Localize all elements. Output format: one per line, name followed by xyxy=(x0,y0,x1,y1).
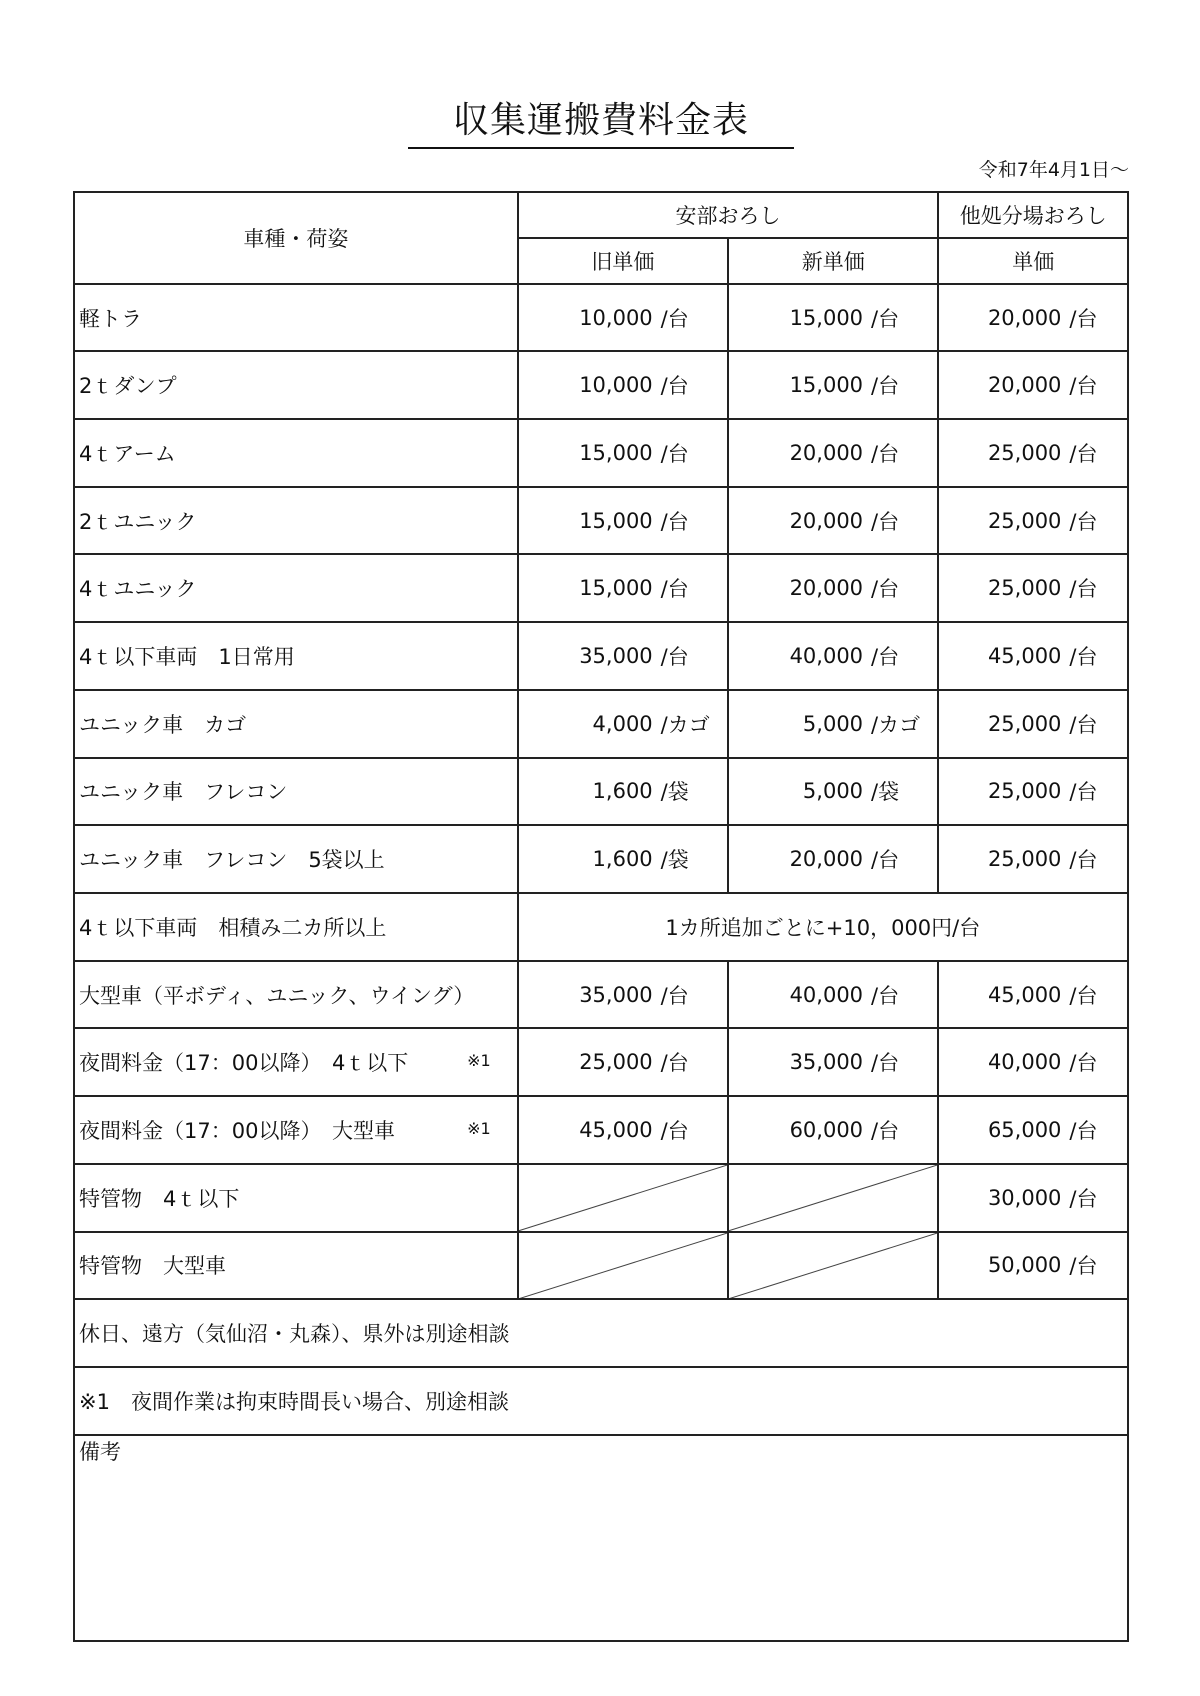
new-price-box xyxy=(733,352,933,418)
old-price-box xyxy=(523,555,723,621)
other-price xyxy=(938,1232,1128,1300)
other-price-box xyxy=(943,759,1123,825)
table-row xyxy=(74,622,1128,690)
other-price-amount: 25,000 xyxy=(987,847,1062,872)
vehicle-name: 特管物 4ｔ以下 xyxy=(79,1186,240,1211)
other-price-amount: 25,000 xyxy=(987,440,1062,465)
vehicle-name: 4ｔアーム xyxy=(79,441,176,466)
new-price xyxy=(728,351,938,419)
old-price-unit: /袋 xyxy=(660,780,689,805)
old-price xyxy=(518,487,728,555)
old-price-box xyxy=(523,826,723,892)
new-price-amount: 20,000 xyxy=(789,508,864,533)
other-price xyxy=(938,758,1128,826)
new-price-amount: 20,000 xyxy=(789,440,864,465)
new-price-unit: /台 xyxy=(871,645,900,670)
other-price-amount: 45,000 xyxy=(987,982,1062,1007)
other-price-unit: /台 xyxy=(1069,983,1098,1008)
header-abe: 安部おろし xyxy=(518,192,939,238)
new-price-unit: /台 xyxy=(871,306,900,331)
new-price xyxy=(728,758,938,826)
vehicle-name-cell xyxy=(74,554,518,622)
vehicle-name-cell xyxy=(74,690,518,758)
other-price-unit: /台 xyxy=(1069,1051,1098,1076)
other-price-box xyxy=(943,420,1123,486)
old-price-box xyxy=(523,623,723,689)
new-price xyxy=(728,1096,938,1164)
other-price-box xyxy=(943,623,1123,689)
new-price xyxy=(728,419,938,487)
header-new-price: 新単価 xyxy=(728,238,938,284)
old-price-amount: 10,000 xyxy=(579,373,653,398)
new-price-amount: 35,000 xyxy=(789,1050,864,1075)
other-price-box xyxy=(943,691,1123,757)
old-price xyxy=(518,690,728,758)
old-price-unit: /台 xyxy=(660,1051,689,1076)
other-price-box xyxy=(943,826,1123,892)
vehicle-name-cell xyxy=(74,284,518,352)
new-price-amount: 60,000 xyxy=(789,1117,864,1142)
other-price-amount: 25,000 xyxy=(987,711,1062,736)
other-price-amount: 25,000 xyxy=(987,508,1062,533)
note-text: 休日、遠方（気仙沼・丸森）、県外は別途相談 xyxy=(74,1299,1128,1367)
old-price-amount: 10,000 xyxy=(579,305,653,330)
old-price xyxy=(518,554,728,622)
new-price-empty xyxy=(728,1232,938,1300)
old-price-unit: /台 xyxy=(660,306,689,331)
vehicle-name: ユニック車 フレコン xyxy=(79,780,288,805)
old-price xyxy=(518,961,728,1029)
vehicle-name: 4ｔ以下車両 相積み二カ所以上 xyxy=(79,915,387,940)
vehicle-name-cell xyxy=(74,419,518,487)
effective-date: 令和7年4月1日～ xyxy=(978,159,1129,181)
new-price xyxy=(728,1028,938,1096)
new-price-unit: /台 xyxy=(871,1051,900,1076)
new-price-unit: /台 xyxy=(871,441,900,466)
diagonal-line xyxy=(729,1233,937,1299)
table-row xyxy=(74,1232,1128,1300)
vehicle-name-cell xyxy=(74,758,518,826)
old-price-amount: 25,000 xyxy=(579,1050,653,1075)
old-price-box xyxy=(523,759,723,825)
vehicle-name-cell xyxy=(74,622,518,690)
old-price-box xyxy=(523,691,723,757)
other-price xyxy=(938,825,1128,893)
new-price-box xyxy=(733,691,933,757)
table-row xyxy=(74,487,1128,555)
old-price-amount: 15,000 xyxy=(579,440,653,465)
table-row xyxy=(74,690,1128,758)
other-price xyxy=(938,284,1128,352)
other-price-amount: 65,000 xyxy=(987,1117,1062,1142)
old-price-unit: /台 xyxy=(660,577,689,602)
table-row xyxy=(74,419,1128,487)
other-price xyxy=(938,554,1128,622)
old-price-unit: /台 xyxy=(660,509,689,534)
old-price xyxy=(518,284,728,352)
new-price-box xyxy=(733,555,933,621)
other-price-unit: /台 xyxy=(1069,577,1098,602)
old-price-box xyxy=(523,352,723,418)
diagonal-line xyxy=(519,1233,727,1299)
vehicle-name-cell xyxy=(74,1096,518,1164)
header-other: 他処分場おろし xyxy=(938,192,1128,238)
other-price xyxy=(938,961,1128,1029)
table-row xyxy=(74,893,1128,961)
old-price-box xyxy=(523,1029,723,1095)
vehicle-name-cell xyxy=(74,487,518,555)
other-price-box xyxy=(943,555,1123,621)
note-mark: ※1 xyxy=(467,1051,491,1071)
other-price-unit: /台 xyxy=(1069,1118,1098,1143)
other-price-unit: /台 xyxy=(1069,306,1098,331)
new-price xyxy=(728,284,938,352)
new-price-unit: /カゴ xyxy=(871,712,921,737)
other-price-amount: 25,000 xyxy=(987,576,1062,601)
table-row xyxy=(74,1096,1128,1164)
old-price-box xyxy=(523,420,723,486)
new-price-amount: 20,000 xyxy=(789,576,864,601)
vehicle-name: 夜間料金（17：00以降） 大型車 xyxy=(79,1118,395,1143)
remarks-label: 備考 xyxy=(74,1435,1128,1641)
old-price-unit: /カゴ xyxy=(660,712,710,737)
fee-table xyxy=(73,191,1129,1642)
new-price-amount: 15,000 xyxy=(789,305,864,330)
new-price-empty xyxy=(728,1164,938,1232)
other-price xyxy=(938,1028,1128,1096)
old-price-empty xyxy=(518,1164,728,1232)
other-price-amount: 25,000 xyxy=(987,779,1062,804)
old-price-unit: /台 xyxy=(660,374,689,399)
old-price-amount: 15,000 xyxy=(579,508,653,533)
vehicle-name: 2ｔダンプ xyxy=(79,374,177,399)
other-price-unit: /台 xyxy=(1069,509,1098,534)
new-price-box xyxy=(733,759,933,825)
new-price-unit: /台 xyxy=(871,848,900,873)
old-price-amount: 1,600 xyxy=(592,779,653,804)
new-price-box xyxy=(733,962,933,1028)
new-price xyxy=(728,690,938,758)
other-price-box xyxy=(943,962,1123,1028)
new-price-box xyxy=(733,1029,933,1095)
new-price xyxy=(728,554,938,622)
new-price-box xyxy=(733,488,933,554)
fee-table-body xyxy=(74,192,1128,1641)
old-price-unit: /台 xyxy=(660,441,689,466)
new-price-box xyxy=(733,1097,933,1163)
old-price-amount: 15,000 xyxy=(579,576,653,601)
note-row xyxy=(74,1367,1128,1435)
vehicle-name: ユニック車 フレコン 5袋以上 xyxy=(79,848,385,873)
old-price-box xyxy=(523,1097,723,1163)
other-price-box xyxy=(943,488,1123,554)
old-price xyxy=(518,825,728,893)
header-vehicle: 車種・荷姿 xyxy=(74,192,518,284)
diagonal-line xyxy=(729,1165,937,1231)
other-price-box xyxy=(943,285,1123,351)
new-price-box xyxy=(733,285,933,351)
other-price-box xyxy=(943,1233,1123,1299)
old-price-unit: /台 xyxy=(660,645,689,670)
table-row xyxy=(74,1164,1128,1232)
other-price-amount: 40,000 xyxy=(987,1050,1062,1075)
vehicle-name: 特管物 大型車 xyxy=(79,1254,226,1279)
merged-price-note: 1カ所追加ごとに+10，000円/台 xyxy=(518,893,1128,961)
other-price-amount: 20,000 xyxy=(987,305,1062,330)
other-price-unit: /台 xyxy=(1069,780,1098,805)
table-row xyxy=(74,758,1128,826)
other-price-unit: /台 xyxy=(1069,848,1098,873)
old-price-amount: 1,600 xyxy=(592,847,653,872)
new-price-amount: 5,000 xyxy=(802,711,864,736)
other-price xyxy=(938,419,1128,487)
old-price-unit: /台 xyxy=(660,983,689,1008)
other-price xyxy=(938,487,1128,555)
new-price-amount: 15,000 xyxy=(789,373,864,398)
other-price-unit: /台 xyxy=(1069,645,1098,670)
old-price-amount: 35,000 xyxy=(579,644,653,669)
table-row xyxy=(74,284,1128,352)
other-price-box xyxy=(943,352,1123,418)
other-price-unit: /台 xyxy=(1069,374,1098,399)
other-price xyxy=(938,351,1128,419)
other-price-box xyxy=(943,1097,1123,1163)
table-row xyxy=(74,351,1128,419)
old-price-empty xyxy=(518,1232,728,1300)
new-price-box xyxy=(733,623,933,689)
table-row xyxy=(74,825,1128,893)
note-mark: ※1 xyxy=(467,1118,491,1138)
other-price-unit: /台 xyxy=(1069,1254,1098,1279)
other-price-amount: 20,000 xyxy=(987,373,1062,398)
new-price-amount: 5,000 xyxy=(802,779,864,804)
vehicle-name: 軽トラ xyxy=(79,306,142,331)
header-row-1 xyxy=(74,192,1128,238)
new-price-unit: /台 xyxy=(871,509,900,534)
new-price-unit: /袋 xyxy=(871,780,900,805)
vehicle-name-cell xyxy=(74,1164,518,1232)
other-price xyxy=(938,690,1128,758)
old-price xyxy=(518,419,728,487)
remarks-row xyxy=(74,1435,1128,1641)
other-price-unit: /台 xyxy=(1069,1186,1098,1211)
new-price-box xyxy=(733,420,933,486)
old-price-box xyxy=(523,488,723,554)
old-price-box xyxy=(523,285,723,351)
table-row xyxy=(74,961,1128,1029)
other-price-box xyxy=(943,1029,1123,1095)
new-price-amount: 40,000 xyxy=(789,644,864,669)
note-text: ※1 夜間作業は拘束時間長い場合、別途相談 xyxy=(74,1367,1128,1435)
old-price xyxy=(518,1096,728,1164)
diagonal-line xyxy=(519,1165,727,1231)
table-row xyxy=(74,1028,1128,1096)
other-price-unit: /台 xyxy=(1069,712,1098,737)
old-price xyxy=(518,1028,728,1096)
vehicle-name-cell xyxy=(74,351,518,419)
new-price-unit: /台 xyxy=(871,983,900,1008)
other-price xyxy=(938,622,1128,690)
other-price-amount: 30,000 xyxy=(987,1185,1062,1210)
header-old-price: 旧単価 xyxy=(518,238,728,284)
old-price-amount: 35,000 xyxy=(579,982,653,1007)
new-price xyxy=(728,622,938,690)
old-price-unit: /袋 xyxy=(660,848,689,873)
other-price-unit: /台 xyxy=(1069,441,1098,466)
page-title: 収集運搬費料金表 xyxy=(408,92,794,149)
vehicle-name: 大型車（平ボディ、ユニック、ウイング） xyxy=(79,983,475,1008)
other-price-amount: 45,000 xyxy=(987,644,1062,669)
other-price-box xyxy=(943,1165,1123,1231)
old-price-amount: 4,000 xyxy=(592,711,653,736)
other-price-amount: 50,000 xyxy=(987,1253,1062,1278)
header-unit-price: 単価 xyxy=(938,238,1128,284)
vehicle-name: 4ｔユニック xyxy=(79,577,197,602)
new-price-unit: /台 xyxy=(871,577,900,602)
new-price xyxy=(728,487,938,555)
vehicle-name: 4ｔ以下車両 1日常用 xyxy=(79,645,295,670)
new-price-box xyxy=(733,826,933,892)
new-price-unit: /台 xyxy=(871,374,900,399)
vehicle-name: 夜間料金（17：00以降） 4ｔ以下 xyxy=(79,1051,409,1076)
new-price-amount: 40,000 xyxy=(789,982,864,1007)
old-price-unit: /台 xyxy=(660,1118,689,1143)
new-price xyxy=(728,825,938,893)
old-price xyxy=(518,622,728,690)
old-price xyxy=(518,351,728,419)
table-row xyxy=(74,554,1128,622)
other-price xyxy=(938,1096,1128,1164)
vehicle-name-cell xyxy=(74,961,518,1029)
vehicle-name: ユニック車 カゴ xyxy=(79,712,247,737)
old-price xyxy=(518,758,728,826)
vehicle-name: 2ｔユニック xyxy=(79,509,197,534)
note-row xyxy=(74,1299,1128,1367)
new-price-unit: /台 xyxy=(871,1118,900,1143)
vehicle-name-cell xyxy=(74,1232,518,1300)
other-price xyxy=(938,1164,1128,1232)
vehicle-name-cell xyxy=(74,1028,518,1096)
vehicle-name-cell xyxy=(74,825,518,893)
old-price-amount: 45,000 xyxy=(579,1117,653,1142)
vehicle-name-cell xyxy=(74,893,518,961)
new-price xyxy=(728,961,938,1029)
new-price-amount: 20,000 xyxy=(789,847,864,872)
old-price-box xyxy=(523,962,723,1028)
